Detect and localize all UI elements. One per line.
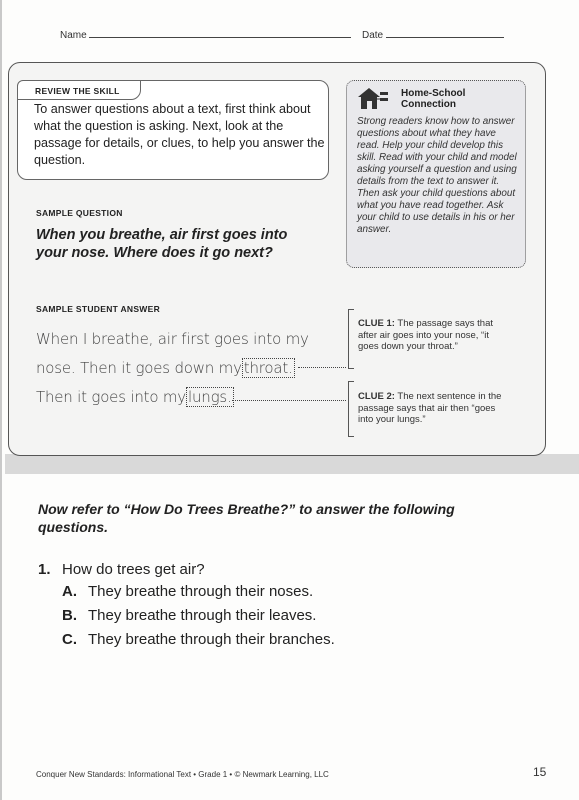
date-label: Date: [362, 30, 384, 41]
page-number: 15: [533, 765, 547, 779]
answer-highlight-lungs: lungs.: [187, 388, 232, 406]
home-school-title-line2: Connection: [401, 99, 456, 110]
instruction-text: Now refer to “How Do Trees Breathe?” to answer the following questions.: [38, 501, 455, 535]
option-b-letter: B.: [62, 607, 77, 624]
date-line[interactable]: [386, 27, 504, 38]
question-1-text: How do trees get air?: [62, 561, 205, 578]
option-c[interactable]: [62, 631, 335, 648]
name-field[interactable]: [60, 27, 351, 41]
clue1-connector: [298, 367, 346, 368]
clue2-connector: [232, 400, 346, 401]
answer-line-2-text: nose. Then it goes down my: [36, 359, 242, 377]
clue1-label: CLUE 1:: [358, 318, 395, 329]
question-1-number: 1.: [38, 561, 51, 578]
clue1-bracket: [348, 309, 354, 369]
home-school-text: Strong readers know how to answer questions about what they have read. Help your child develop this skill. Read with your child and model asking yourself a question and using details from the text to answer it. Then ask your child questions about what you have read together. Ask your child to use details in his or her answer.: [357, 116, 517, 235]
date-field[interactable]: [362, 27, 504, 41]
sample-question-text: When you breathe, air first goes into your nose. Where does it go next?: [36, 227, 288, 261]
review-text: To answer questions about a text, first think about what the question is asking. Next, look at the passage for details, or clues, to help you answer the question.: [34, 102, 325, 167]
answer-line-1: When I breathe, air first goes into my: [36, 330, 309, 348]
name-label: Name: [60, 30, 87, 41]
answer-line-2: [36, 359, 295, 377]
clue2: [358, 391, 508, 426]
clue2-text: The next sentence in the passage says that air then “goes into your lungs.”: [358, 391, 502, 425]
clue1-text: The passage says that after air goes into your nose, “it goes down your throat.”: [358, 318, 494, 352]
option-b[interactable]: [62, 607, 316, 624]
clue2-label: CLUE 2:: [358, 391, 395, 402]
clue2-bracket: [348, 381, 354, 437]
answer-highlight-throat: throat.: [243, 359, 293, 377]
review-title: REVIEW THE SKILL: [17, 80, 141, 100]
answer-line-3-text: Then it goes into my: [36, 388, 186, 406]
house-icon: [356, 86, 390, 110]
home-school-title: [401, 88, 465, 110]
option-c-text: They breathe through their branches.: [88, 631, 335, 648]
answer-line-3: [36, 388, 234, 406]
option-b-text: They breathe through their leaves.: [88, 607, 317, 624]
option-a-text: They breathe through their noses.: [88, 583, 314, 600]
name-line[interactable]: [89, 27, 351, 38]
panel-shadow: [5, 454, 579, 474]
home-school-title-line1: Home-School: [401, 88, 466, 99]
option-c-letter: C.: [62, 631, 77, 648]
option-a-letter: A.: [62, 583, 77, 600]
footer-text: Conquer New Standards: Informational Text • Grade 1 • © Newmark Learning, LLC: [36, 770, 329, 779]
sample-question-label: SAMPLE QUESTION: [36, 208, 123, 218]
sample-answer-label: SAMPLE STUDENT ANSWER: [36, 304, 161, 314]
option-a[interactable]: [62, 583, 313, 600]
clue1: [358, 318, 508, 353]
